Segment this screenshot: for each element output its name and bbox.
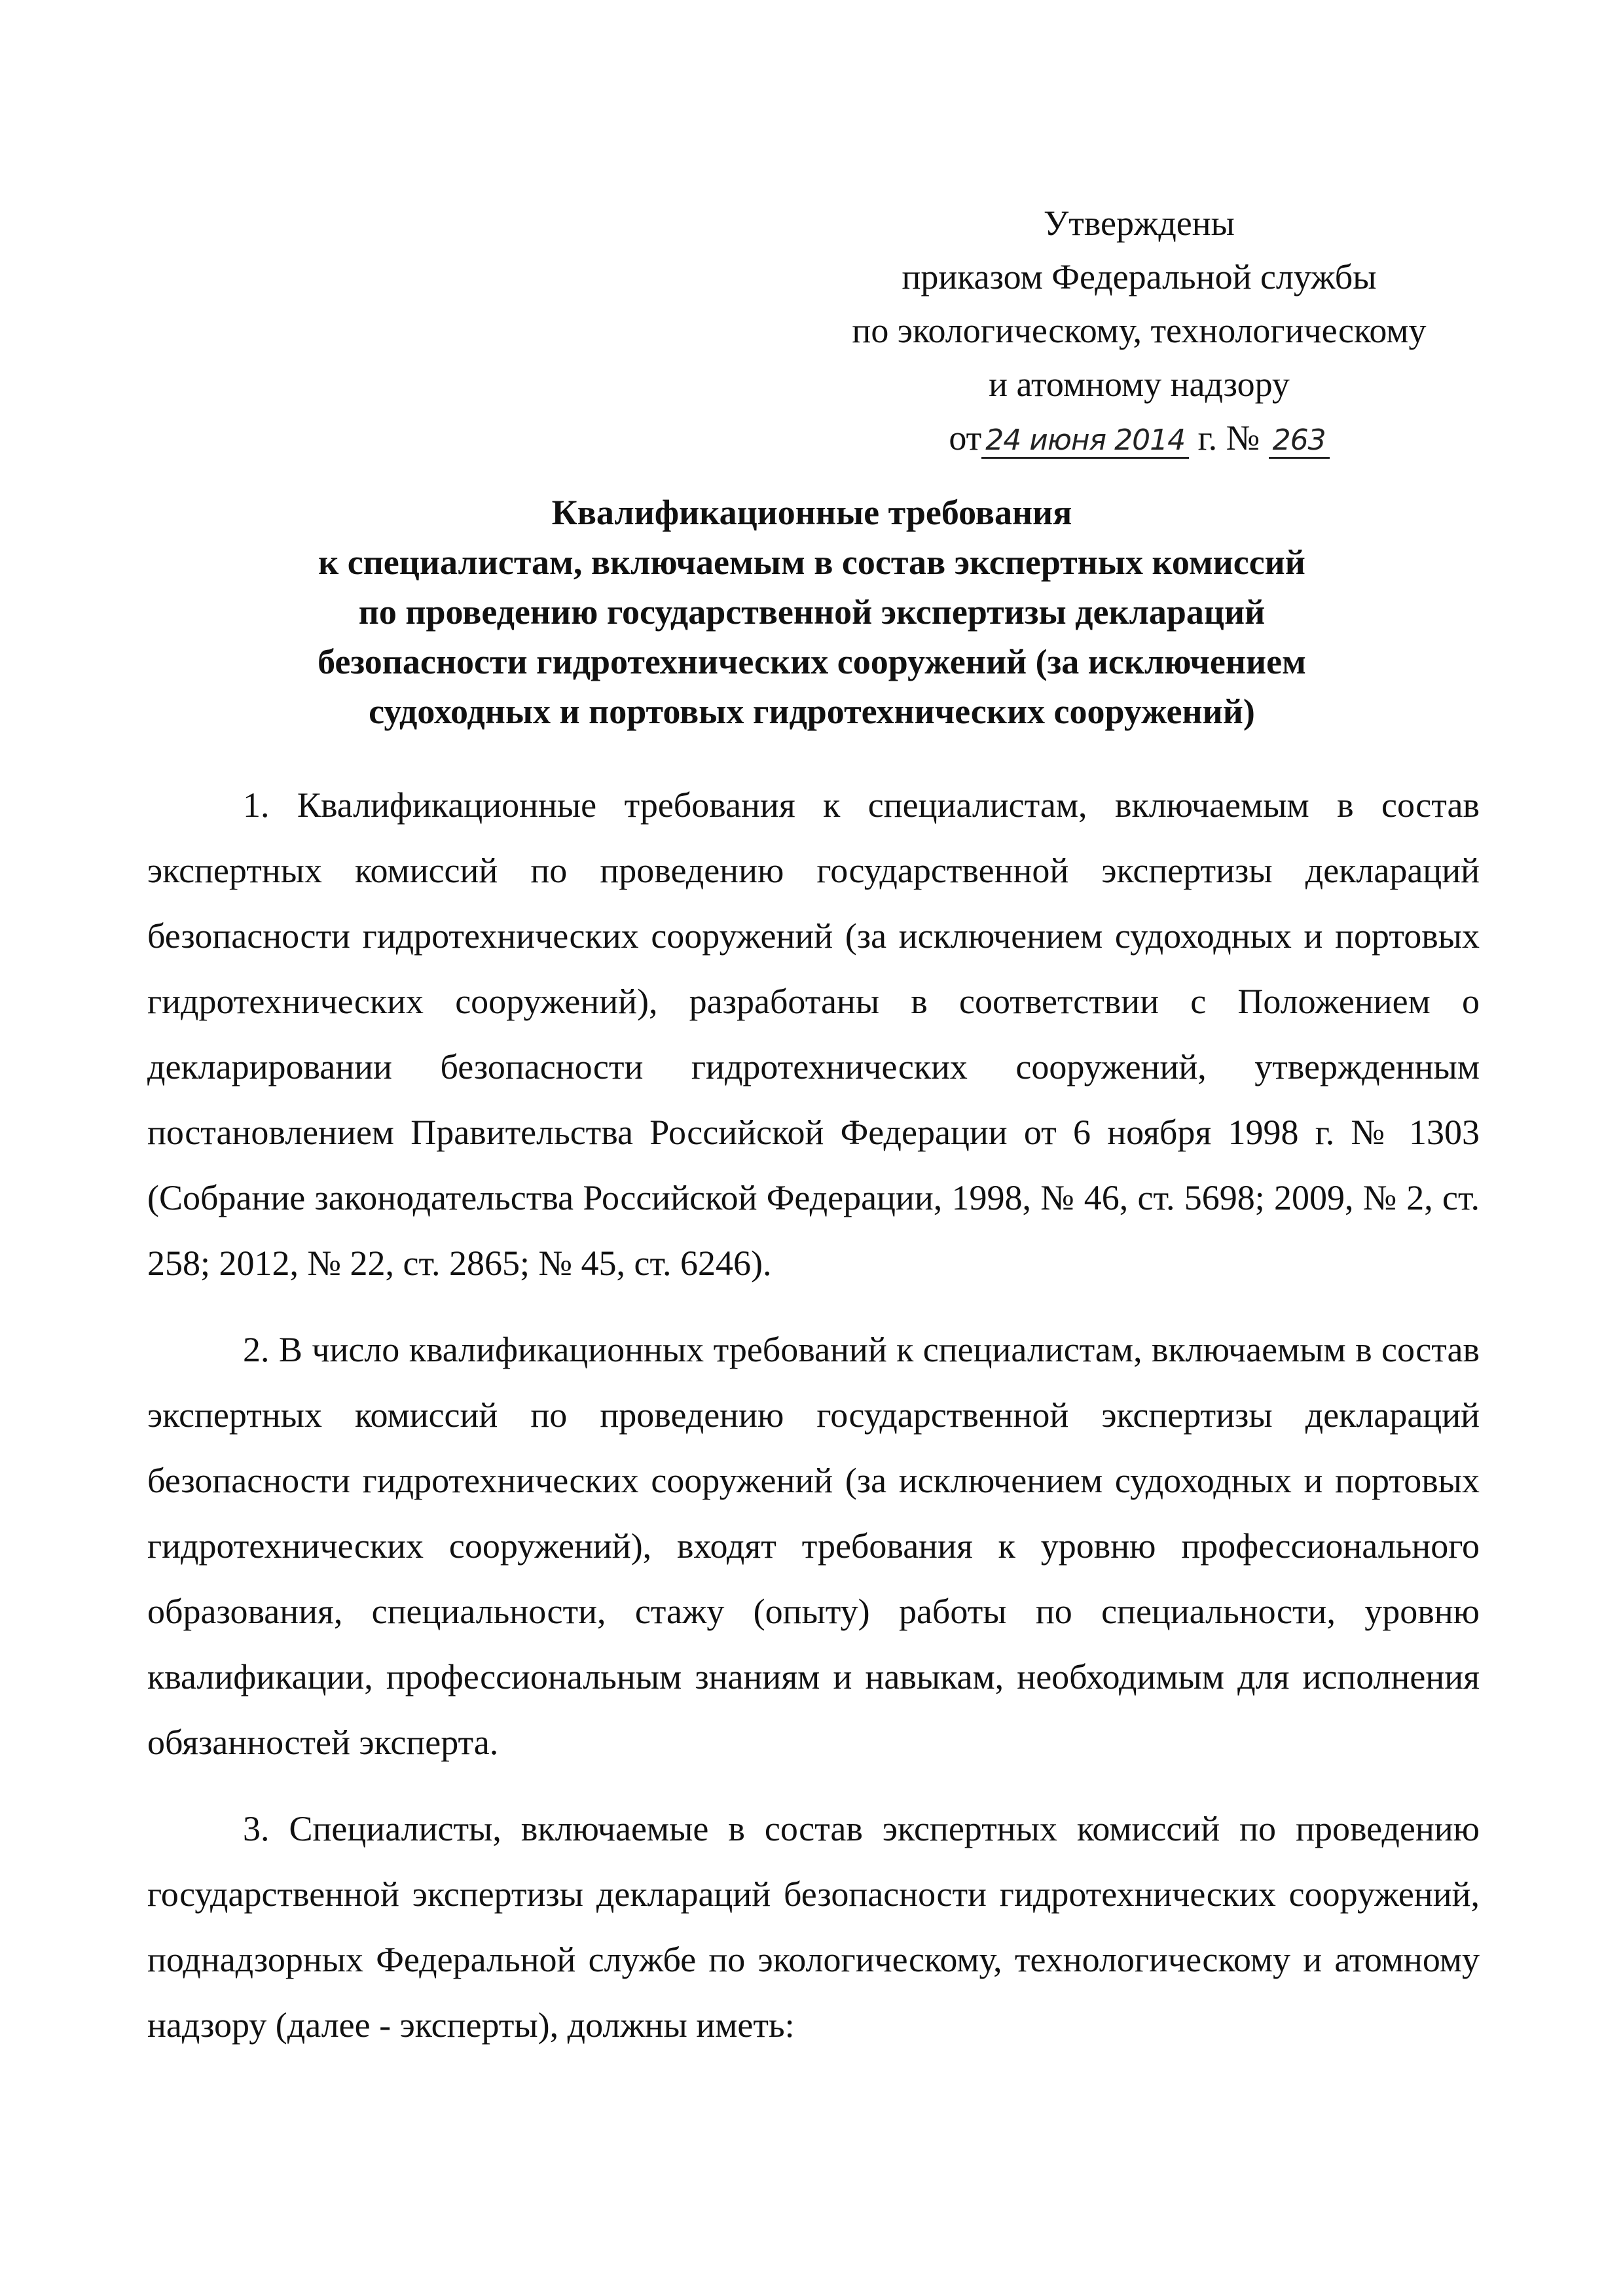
approval-block bbox=[773, 196, 1506, 467]
title-line-2: к специалистам, включаемым в состав экспертных комиссий bbox=[318, 543, 1305, 582]
document-title bbox=[249, 488, 1375, 736]
title-line-3: по проведению государственной экспертизы деклараций bbox=[358, 592, 1266, 632]
document-body bbox=[147, 772, 1480, 2058]
paragraph-1: 1. Квалификационные требования к специалистам, включаемым в состав экспертных комиссий по проведению государственной экспертизы деклараций безопасности гидротехнических сооружений (за исключением судоходных и портовых гидротехнических сооружений), разработаны в соответствии с Положением о декларировании безопасности гидротехнических сооружений, утвержденным постановлением Правительства Российской Федерации от 6 ноября 1998 г. № 1303 (Собрание законодательства Российской Федерации, 1998, № 46, ст. 5698; 2009, № 2, ст. 258; 2012, № 22, ст. 2865; № 45, ст. 6246). bbox=[147, 785, 1480, 1283]
paragraph-3: 3. Специалисты, включаемые в состав экспертных комиссий по проведению государственной экспертизы деклараций безопасности гидротехнических сооружений, поднадзорных Федеральной службе по экологическому, технологическому и атомному надзору (далее - эксперты), должны иметь: bbox=[147, 1809, 1480, 2045]
approval-line-2: приказом Федеральной службы bbox=[902, 257, 1377, 296]
date-prefix: от bbox=[949, 418, 982, 457]
approval-date-line bbox=[773, 411, 1506, 467]
handwritten-number: 263 bbox=[1269, 423, 1330, 459]
approval-line-1: Утверждены bbox=[1044, 204, 1235, 243]
title-line-4: безопасности гидротехнических сооружений (за исключением bbox=[318, 642, 1306, 681]
handwritten-date: 24 июня 2014 bbox=[981, 423, 1189, 459]
title-line-1: Квалификационные требования bbox=[551, 493, 1072, 532]
year-suffix: г. № bbox=[1197, 418, 1260, 457]
title-line-5: судоходных и портовых гидротехнических сооружений) bbox=[369, 692, 1255, 731]
approval-line-4: и атомному надзору bbox=[989, 365, 1290, 404]
paragraph-2: 2. В число квалификационных требований к специалистам, включаемым в состав экспертных комиссий по проведению государственной экспертизы деклараций безопасности гидротехнических сооружений (за исключением судоходных и портовых гидротехнических сооружений), входят требования к уровню профессионального образования, специальности, стажу (опыту) работы по специальности, уровню квалификации, профессиональным знаниям и навыкам, необходимым для исполнения обязанностей эксперта. bbox=[147, 1330, 1480, 1762]
approval-line-3: по экологическому, технологическому bbox=[852, 311, 1427, 350]
